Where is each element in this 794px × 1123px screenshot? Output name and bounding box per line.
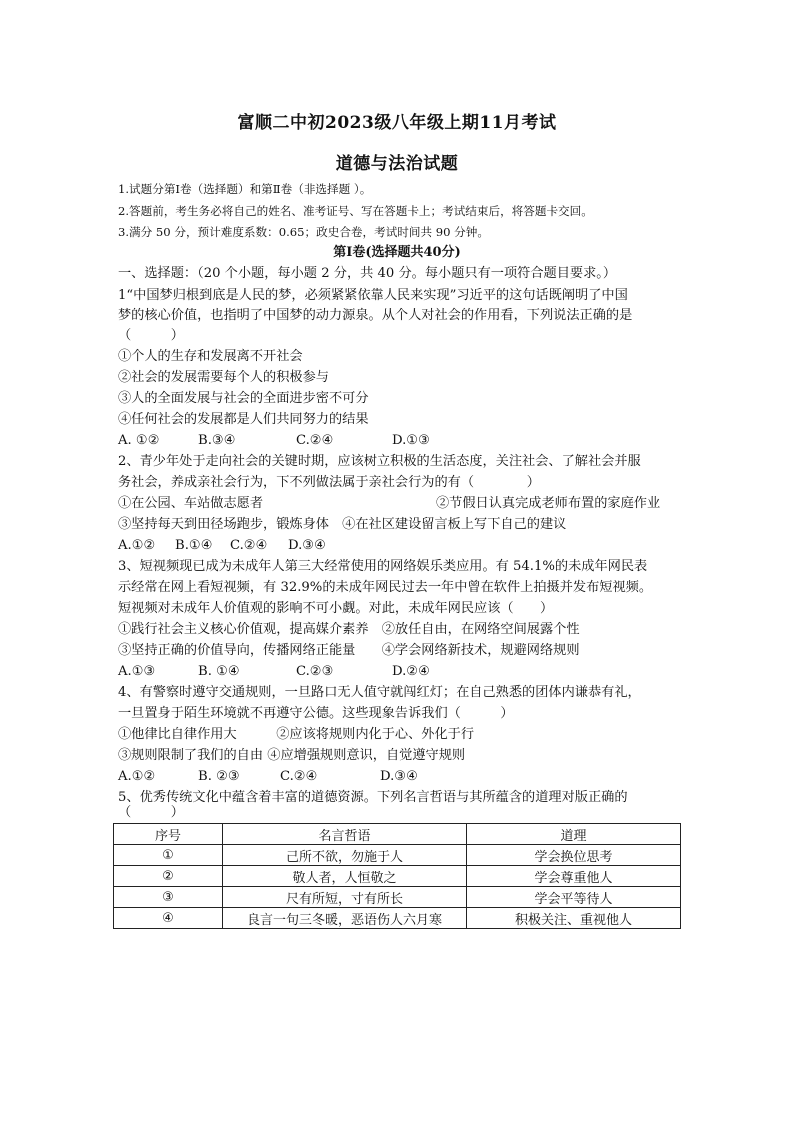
table-cell-principle: 学会平等待人 [467,887,681,908]
exam-title: 富顺二中初2023级八年级上期11月考试 [237,113,557,133]
q1-item-2: ②社会的发展需要每个人的积极参与 [118,370,329,385]
q4-option-b: B. ②③ [198,769,240,784]
q3-option-b: B. ①④ [198,664,240,679]
q1-option-b: B.③④ [198,433,236,448]
q1-option-c: C.②④ [296,433,334,448]
table-row [114,908,681,929]
q1-stem-line-2: 梦的核心价值，也指明了中国梦的动力源泉。从个人对社会的作用看，下列说法正确的是 [118,308,633,323]
table-cell-principle: 学会尊重他人 [467,866,681,887]
table-header-row [114,824,681,845]
q4-option-d: D.③④ [380,769,418,784]
q2-option-b: B.①④ [175,538,213,553]
q4-stem-line-1: 4、有警察时遵守交通规则，一旦路口无人值守就闯红灯；在自己熟悉的团体内谦恭有礼， [118,685,641,700]
q5-answer-bracket: （ ） [118,805,184,820]
exam-subtitle: 道德与法治试题 [335,154,459,174]
instruction-2: 2.答题前，考生务必将自己的姓名、准考证号、写在答题卡上；考试结束后，将答题卡交回。 [118,204,593,218]
instruction-1: 1.试题分第Ⅰ卷（选择题）和第Ⅱ卷（非选择题 ）。 [118,182,372,196]
q4-option-c: C.②④ [280,769,318,784]
q2-option-c: C.②④ [230,538,268,553]
q2-option-a: A.①② [118,538,156,553]
q4-items-row-1: ①他律比自律作用大 ②应该将规则内化于心、外化于行 [118,727,475,742]
q3-items-row-1: ①践行社会主义核心价值观，提高媒介素养 ②放任自由，在网络空间展露个性 [118,622,580,637]
table-cell-number: ④ [114,908,223,929]
q3-option-c: C.②③ [296,664,334,679]
table-cell-saying: 敬人者，人恒敬之 [223,866,467,887]
table-cell-saying: 己所不欲，勿施于人 [223,845,467,866]
q3-option-d: D.②④ [392,664,430,679]
q2-option-d: D.③④ [288,538,326,553]
section-intro: 一、选择题：（20 个小题，每小题 2 分，共 40 分。每小题只有一项符合题目要求。） [118,266,617,281]
table-cell-principle: 积极关注、重视他人 [467,908,681,929]
q5-table [113,823,681,929]
q4-items-row-2: ③规则限制了我们的自由 ④应增强规则意识，自觉遵守规则 [118,748,466,763]
header-cell-number: 序号 [114,824,223,845]
q2-items-row-1 [118,495,698,513]
table-cell-saying: 良言一句三冬暖，恶语伤人六月寒 [223,908,467,929]
instruction-3: 3.满分 50 分，预计难度系数：0.65；政史合卷，考试时间共 90 分钟。 [118,225,489,239]
table-cell-number: ③ [114,887,223,908]
q1-option-d: D.①③ [392,433,430,448]
header-cell-saying: 名言哲语 [223,824,467,845]
q1-answer-bracket: （ ） [118,328,184,343]
q2-item-2: ②节假日认真完成老师布置的家庭作业 [436,496,661,511]
q3-stem-line-1: 3、短视频现已成为未成年人第三大经常使用的网络娱乐类应用。有 54.1%的未成年网民表 [118,559,648,574]
q5-stem-line-1: 5、优秀传统文化中蕴含着丰富的道德资源。下列名言哲语与其所蕴含的道理对版正确的 [118,790,628,805]
q1-stem-line-1: 1“中国梦归根到底是人民的梦，必须紧紧依靠人民来实现”习近平的这句话既阐明了中国 [118,288,628,303]
table-cell-number: ② [114,866,223,887]
q3-stem-line-2: 示经常在网上看短视频，有 32.9%的未成年网民过去一年中曾在软件上拍摄并发布短视频。 [118,580,653,595]
table-row [114,887,681,908]
q1-option-a: A. ①② [118,433,160,448]
q2-stem-line-2: 务社会，养成亲社会行为，下不列做法属于亲社会行为的有（ ） [118,475,540,490]
q1-item-3: ③人的全面发展与社会的全面进步密不可分 [118,391,369,406]
q1-item-4: ④任何社会的发展都是人们共同努力的结果 [118,412,369,427]
table-cell-number: ① [114,845,223,866]
q3-items-row-2: ③坚持正确的价值导向，传播网络正能量 ④学会网络新技术，规避网络规则 [118,643,580,658]
table-cell-saying: 尺有所短，寸有所长 [223,887,467,908]
q3-option-a: A.①③ [118,664,156,679]
q3-stem-line-3: 短视频对未成年人价值观的影响不可小觑。对此，未成年网民应该（ ） [118,601,554,616]
q2-items-row-2: ③坚持每天到田径场跑步，锻炼身体 ④在社区建设留言板上写下自己的建议 [118,517,567,532]
table-row [114,845,681,866]
table-row [114,866,681,887]
q2-item-1: ①在公园、车站做志愿者 [118,496,264,511]
table-cell-principle: 学会换位思考 [467,845,681,866]
q1-item-1: ①个人的生存和发展离不开社会 [118,349,303,364]
q2-stem-line-1: 2、青少年处于走向社会的关键时期，应该树立积极的生活态度，关注社会、了解社会并服 [118,454,641,469]
header-cell-principle: 道理 [467,824,681,845]
q4-option-a: A.①② [118,769,156,784]
q4-stem-line-2: 一旦置身于陌生环境就不再遵守公德。这些现象告诉我们（ ） [118,706,514,721]
section-heading: 第Ⅰ卷(选择题共40分) [333,245,461,260]
